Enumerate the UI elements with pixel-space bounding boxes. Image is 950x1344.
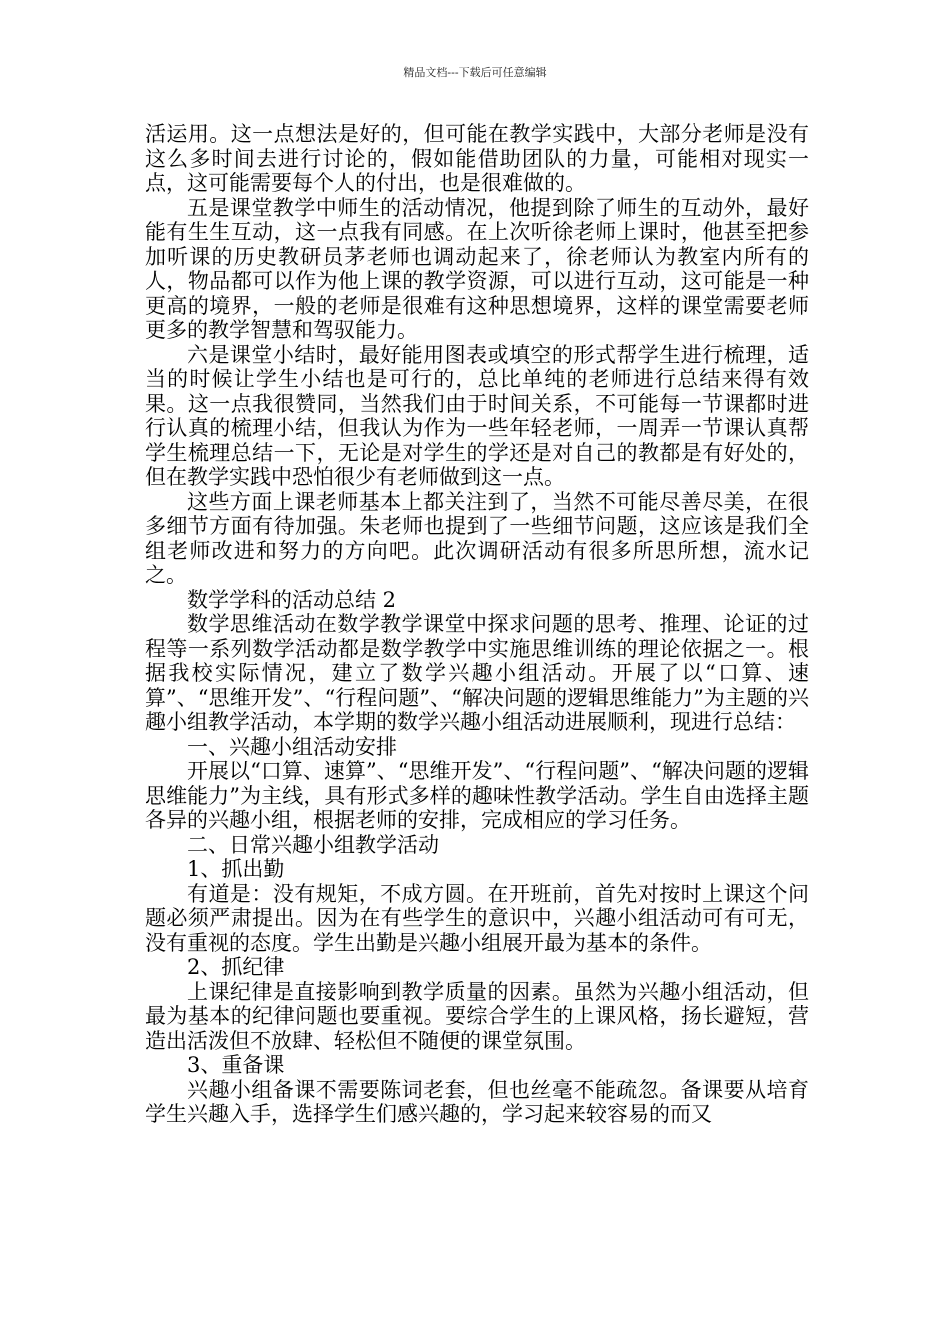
paragraph: 兴趣小组备课不需要陈词老套，但也丝毫不能疏忽。备课要从培育学生兴趣入手，选择学生们感兴趣的，学习起来较容易的而又: [145, 1077, 809, 1126]
page-header: 精品文档---下载后可任意编辑: [403, 66, 547, 79]
subsection-heading: 2、抓纪律: [187, 955, 285, 979]
paragraph: 开展以“口算、速算”、“思维开发”、“行程问题”、“解决问题的逻辑思维能力”为主线，具有形式多样的趣味性教学活动。学生自由选择主题各异的兴趣小组，根据老师的安排，完成相应的学习任务。: [145, 759, 809, 832]
document-body: [145, 122, 809, 1127]
paragraph: 活运用。这一点想法是好的，但可能在教学实践中，大部分老师是没有这么多时间去进行讨论的，假如能借助团队的力量，可能相对现实一点，这可能需要每个人的付出，也是很难做的。: [145, 122, 809, 195]
section-heading: 一、兴趣小组活动安排: [187, 734, 397, 759]
section-heading: 二、日常兴趣小组教学活动: [187, 832, 439, 857]
subsection-heading: 1、抓出勤: [187, 857, 285, 881]
paragraph: 数学思维活动在数学教学课堂中探求问题的思考、推理、论证的过程等一系列数学活动都是数学教学中实施思维训练的理论依据之一。根据我校实际情况，建立了数学兴趣小组活动。开展了以“口算、速算”、“思维开发”、“行程问题”、“解决问题的逻辑思维能力”为主题的兴趣小组教学活动，本学期的数学兴趣小组活动进展顺利，现进行总结：: [145, 612, 809, 734]
paragraph: 六是课堂小结时，最好能用图表或填空的形式帮学生进行梳理，适当的时候让学生小结也是可行的，总比单纯的老师进行总结来得有效果。这一点我很赞同，当然我们由于时间关系，不可能每一节课都时进行认真的梳理小结，但我认为作为一些年轻老师，一周弄一节课认真帮学生梳理总结一下，无论是对学生的学还是对自己的教都是有好处的，但在教学实践中恐怕很少有老师做到这一点。: [145, 342, 809, 489]
paragraph: 有道是：没有规矩，不成方圆。在开班前，首先对按时上课这个问题必须严肃提出。因为在有些学生的意识中，兴趣小组活动可有可无，没有重视的态度。学生出勤是兴趣小组展开最为基本的条件。: [145, 881, 809, 955]
subsection-heading: 3、重备课: [187, 1053, 285, 1077]
paragraph: 上课纪律是直接影响到教学质量的因素。虽然为兴趣小组活动，但最为基本的纪律问题也要重视。要综合学生的上课风格，扬长避短，营造出活泼但不放肆、轻松但不随便的课堂氛围。: [145, 979, 809, 1053]
paragraph: 这些方面上课老师基本上都关注到了，当然不可能尽善尽美，在很多细节方面有待加强。朱老师也提到了一些细节问题，这应该是我们全组老师改进和努力的方向吧。此次调研活动有很多所思所想，流水记之。: [145, 489, 809, 587]
section-title: 数学学科的活动总结 2: [187, 587, 397, 612]
paragraph: 五是课堂教学中师生的活动情况，他提到除了师生的互动外，最好能有生生互动，这一点我有同感。在上次听徐老师上课时，他甚至把参加听课的历史教研员茅老师也调动起来了，徐老师认为教室内所有的人，物品都可以作为他上课的教学资源，可以进行互动，这可能是一种更高的境界，一般的老师是很难有这种思想境界，这样的课堂需要老师更多的教学智慧和驾驭能力。: [145, 195, 809, 342]
